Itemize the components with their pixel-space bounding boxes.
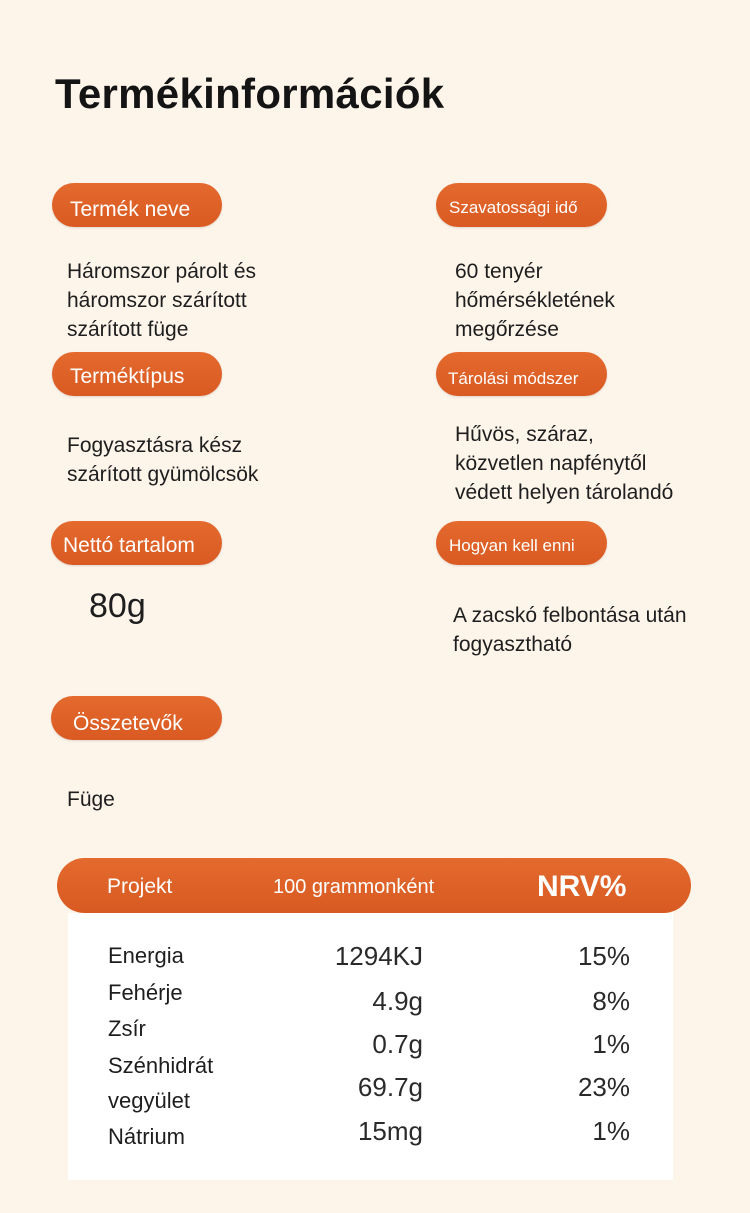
value-storage: Hűvös, száraz, közvetlen napfénytől védett helyen tárolandó [455,423,674,504]
row-value-fat: 0.7g [372,1029,423,1059]
page-title: Termékinformációk [55,70,445,117]
label-ingredients: Összetevők [51,696,222,740]
label-product-name: Termék neve [52,183,222,227]
row-nrv-sodium: 1% [592,1116,630,1146]
nutrition-table-header [57,858,691,913]
header-nrv: NRV% [537,870,627,903]
row-nrv-energy: 15% [577,941,630,971]
value-ingredients: Füge [67,788,115,811]
row-name-carbohydrate: Szénhidrát [108,1053,214,1078]
row-value-protein: 4.9g [372,986,423,1016]
value-shelf-life: 60 tenyér hőmérsékletének megőrzése [455,260,615,341]
row-nrv-protein: 8% [592,986,630,1016]
value-product-name: Háromszor párolt és háromszor szárított szárított füge [67,260,257,341]
row-value-energy: 1294KJ [334,941,423,971]
value-net-content: 80g [89,587,146,625]
row-value-sodium: 15mg [357,1116,423,1146]
nutrition-table-body [68,913,673,1180]
row-name-fat: Zsír [108,1016,146,1041]
nutrition-table [57,858,691,1180]
row-name-protein: Fehérje [108,980,183,1005]
label-how-to-eat: Hogyan kell enni [436,521,607,565]
row-name-sodium: Nátrium [108,1124,186,1149]
label-product-type: Terméktípus [52,352,222,396]
row-name-energy: Energia [108,943,184,968]
row-nrv-carbohydrate: 23% [577,1072,630,1102]
header-project: Projekt [107,875,173,898]
row-name-carbohydrate-line2: vegyület [108,1088,190,1113]
header-per-100g: 100 grammonként [273,876,435,898]
label-storage: Tárolási módszer [436,352,607,396]
label-net-content: Nettó tartalom [51,521,222,565]
value-product-type: Fogyasztásra kész szárított gyümölcsök [67,434,259,486]
value-how-to-eat: A zacskó felbontása után fogyasztható [453,604,687,656]
label-shelf-life: Szavatossági idő [436,183,607,227]
row-nrv-fat: 1% [592,1029,630,1059]
row-value-carbohydrate: 69.7g [357,1072,423,1102]
